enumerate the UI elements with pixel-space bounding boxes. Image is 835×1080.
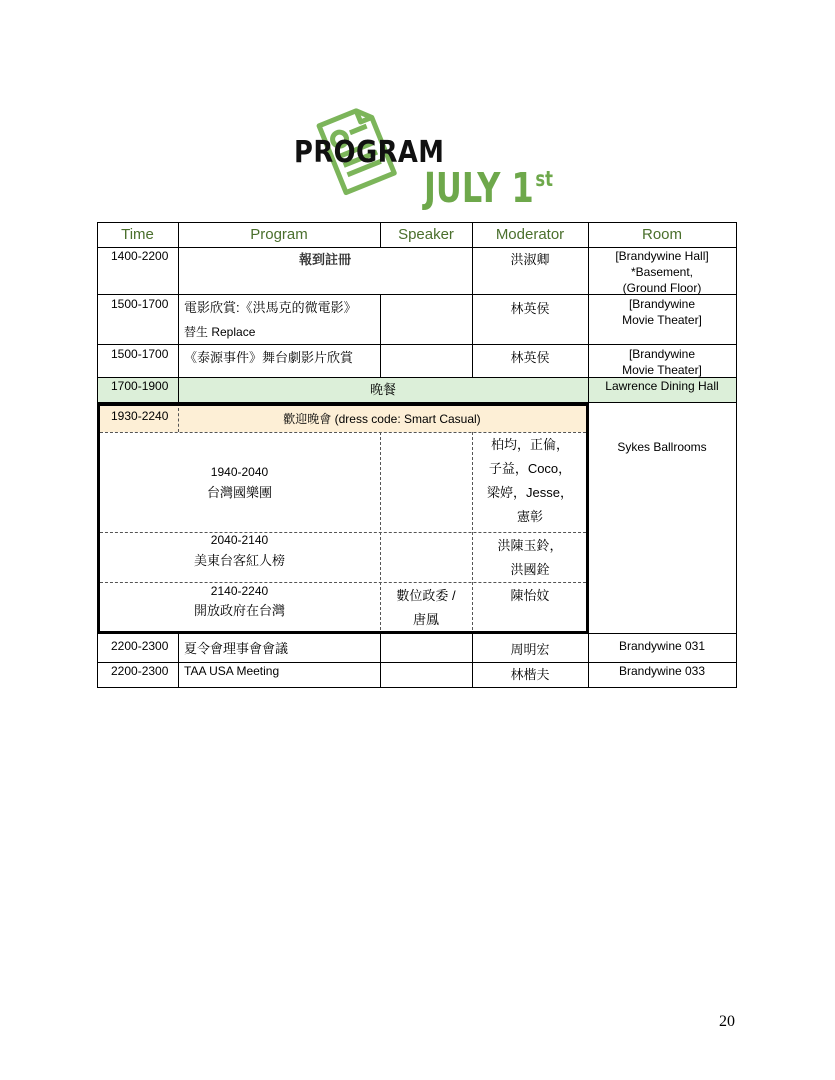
sub-opengov-moderator: 陳怡妏 <box>510 588 550 603</box>
sub-orchestra-moderator: 柏均，正倫， 子益，Coco， 梁婷，Jesse， 憲彰 <box>487 437 573 524</box>
row-dinner-time: 1700-1900 <box>111 379 169 393</box>
sub-hakka-program: 美東台客紅人榜 <box>193 553 285 568</box>
row-taa-program: TAA USA Meeting <box>184 664 280 678</box>
row-play-time: 1500-1700 <box>111 347 169 361</box>
sub-opengov-speaker: 數位政委 / 唐鳳 <box>396 588 456 627</box>
row-play-moderator: 林英侯 <box>510 350 550 365</box>
row-taa-moderator: 林楷夫 <box>510 667 550 682</box>
column-header-speaker: Speaker <box>398 226 454 243</box>
row-dinner-program: 晚餐 <box>369 382 396 397</box>
row-taa-room: Brandywine 033 <box>618 664 706 678</box>
row-dinner-room: Lawrence Dining Hall <box>605 379 719 393</box>
row-board-time: 2200-2300 <box>111 639 169 653</box>
row-board-room: Brandywine 031 <box>618 639 706 653</box>
sub-opengov-time: 2140-2240 <box>210 584 269 598</box>
row-registration-program: 報到註冊 <box>298 252 351 267</box>
row-film-moderator: 林英侯 <box>510 301 550 316</box>
row-film-program: 電影欣賞:《洪馬克的微電影》 替生 Replace <box>184 300 357 339</box>
row-board-program: 夏令會理事會會議 <box>184 641 289 656</box>
column-header-room: Room <box>641 226 682 243</box>
row-registration-time: 1400-2200 <box>111 249 169 263</box>
sub-hakka-time: 2040-2140 <box>210 533 269 547</box>
row-registration-moderator: 洪淑卿 <box>510 252 550 267</box>
column-header-moderator: Moderator <box>495 226 565 243</box>
row-film-time: 1500-1700 <box>111 297 169 311</box>
page-number: 20 <box>719 1013 735 1030</box>
column-header-program: Program <box>250 226 308 243</box>
column-header-time: Time <box>121 226 154 243</box>
sub-hakka-moderator: 洪陳玉鈴， 洪國銓 <box>497 538 563 577</box>
row-play-room: [Brandywine Movie Theater] <box>622 347 702 377</box>
program-heading: PROGRAM <box>294 135 445 170</box>
row-play-program: 《泰源事件》舞台劇影片欣賞 <box>184 350 354 365</box>
row-taa-time: 2200-2300 <box>111 664 169 678</box>
row-reception-time: 1930-2240 <box>111 409 169 423</box>
row-film-room: [Brandywine Movie Theater] <box>622 297 702 327</box>
row-registration-room: [Brandywine Hall] *Basement, (Ground Floor) <box>615 249 709 295</box>
row-board-moderator: 周明宏 <box>510 642 550 657</box>
sub-orchestra-program: 台灣國樂團 <box>206 485 272 500</box>
sub-orchestra-time: 1940-2040 <box>210 465 269 479</box>
row-reception-room: Sykes Ballrooms <box>617 440 707 454</box>
sub-opengov-program: 開放政府在台灣 <box>193 603 285 618</box>
date-heading: JULY 1st <box>424 164 553 212</box>
row-reception-program: 歡迎晚會 (dress code: Smart Casual) <box>283 412 481 426</box>
